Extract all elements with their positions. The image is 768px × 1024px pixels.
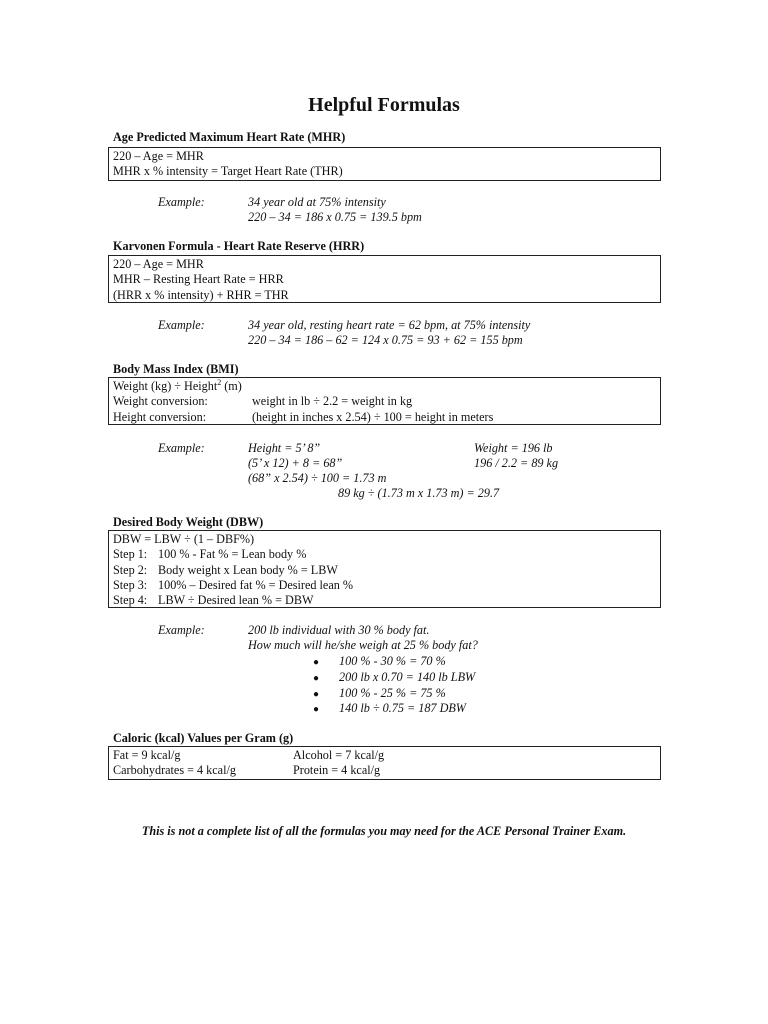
example-line: 34 year old at 75% intensity: [248, 195, 386, 209]
bullet-item: 200 lb x 0.70 = 140 lb LBW: [339, 670, 476, 684]
bullet-icon: ●: [313, 689, 320, 700]
example-line: 220 – 34 = 186 – 62 = 124 x 0.75 = 93 + 62 = 155 bpm: [248, 333, 523, 347]
step-label: Step 3:: [113, 577, 148, 592]
bmi-formula-unit: (m): [221, 379, 242, 393]
conversion-value: weight in lb ÷ 2.2 = weight in kg: [252, 394, 413, 409]
step-label: Step 4:: [113, 593, 148, 608]
bullet-icon: ●: [313, 657, 320, 668]
kcal-value: Protein = 4 kcal/g: [293, 763, 381, 778]
example-line: (5’ x 12) + 8 = 68”: [248, 456, 343, 470]
page-title: Helpful Formulas: [308, 94, 460, 116]
example-line: (68” x 2.54) ÷ 100 = 1.73 m: [248, 471, 387, 485]
kcal-value: Fat = 9 kcal/g: [113, 748, 181, 762]
section-heading-hrr: Karvonen Formula - Heart Rate Reserve (HRR): [113, 239, 365, 253]
step-text: 100% – Desired fat % = Desired lean %: [158, 577, 354, 592]
dbw-formula: DBW = LBW ÷ (1 – DBF%): [113, 532, 255, 546]
formula-line: MHR x % intensity = Target Heart Rate (THR): [113, 164, 343, 179]
section-heading-kcal: Caloric (kcal) Values per Gram (g): [113, 731, 294, 745]
example-label: Example:: [158, 195, 205, 209]
step-text: 100 % - Fat % = Lean body %: [158, 547, 307, 562]
example-label: Example:: [158, 318, 205, 332]
bmi-formula-text: Weight (kg) ÷ Height: [113, 379, 218, 393]
example-line: 196 / 2.2 = 89 kg: [474, 456, 559, 470]
bullet-item: 140 lb ÷ 0.75 = 187 DBW: [339, 701, 466, 715]
formula-box-mhr: [108, 147, 661, 181]
formula-line: (HRR x % intensity) + RHR = THR: [113, 287, 289, 302]
formula-box-kcal: [108, 746, 661, 780]
formula-line: 220 – Age = MHR: [113, 257, 204, 271]
conversion-label: Weight conversion:: [113, 394, 208, 409]
example-line: 34 year old, resting heart rate = 62 bpm, at 75% intensity: [248, 318, 531, 332]
bmi-formula-superscript: 2: [217, 378, 222, 387]
formula-line: MHR – Resting Heart Rate = HRR: [113, 272, 284, 287]
formula-line: 220 – Age = MHR: [113, 149, 204, 163]
footer-note: This is not a complete list of all the formulas you may need for the ACE Personal Trainer Exam.: [141, 824, 627, 838]
example-line: 220 – 34 = 186 x 0.75 = 139.5 bpm: [248, 210, 422, 224]
kcal-value: Carbohydrates = 4 kcal/g: [113, 763, 236, 778]
bullet-item: 100 % - 30 % = 70 %: [339, 654, 446, 668]
example-line: How much will he/she weigh at 25 % body fat?: [248, 638, 478, 652]
step-text: LBW ÷ Desired lean % = DBW: [158, 593, 314, 608]
example-result: 89 kg ÷ (1.73 m x 1.73 m) = 29.7: [338, 486, 500, 500]
formula-box-bmi: [108, 377, 661, 425]
conversion-value: (height in inches x 2.54) ÷ 100 = height in meters: [252, 409, 494, 424]
bullet-icon: ●: [313, 704, 320, 715]
bullet-item: 100 % - 25 % = 75 %: [339, 686, 446, 700]
step-label: Step 2:: [113, 562, 148, 577]
formula-box-hrr: [108, 255, 661, 303]
example-line: Weight = 196 lb: [474, 441, 553, 455]
example-label: Example:: [158, 441, 205, 455]
example-line: 200 lb individual with 30 % body fat.: [248, 623, 430, 637]
section-heading-dbw: Desired Body Weight (DBW): [113, 515, 264, 529]
conversion-label: Height conversion:: [113, 409, 207, 424]
section-heading-bmi: Body Mass Index (BMI): [113, 362, 239, 376]
example-line: Height = 5’ 8”: [248, 441, 321, 455]
step-label: Step 1:: [113, 547, 148, 562]
example-label: Example:: [158, 623, 205, 637]
step-text: Body weight x Lean body % = LBW: [158, 562, 338, 577]
section-heading-mhr: Age Predicted Maximum Heart Rate (MHR): [113, 130, 346, 144]
formula-box-dbw: [108, 530, 661, 608]
kcal-value: Alcohol = 7 kcal/g: [293, 748, 385, 762]
bmi-formula: [113, 379, 242, 394]
bullet-icon: ●: [313, 673, 320, 684]
